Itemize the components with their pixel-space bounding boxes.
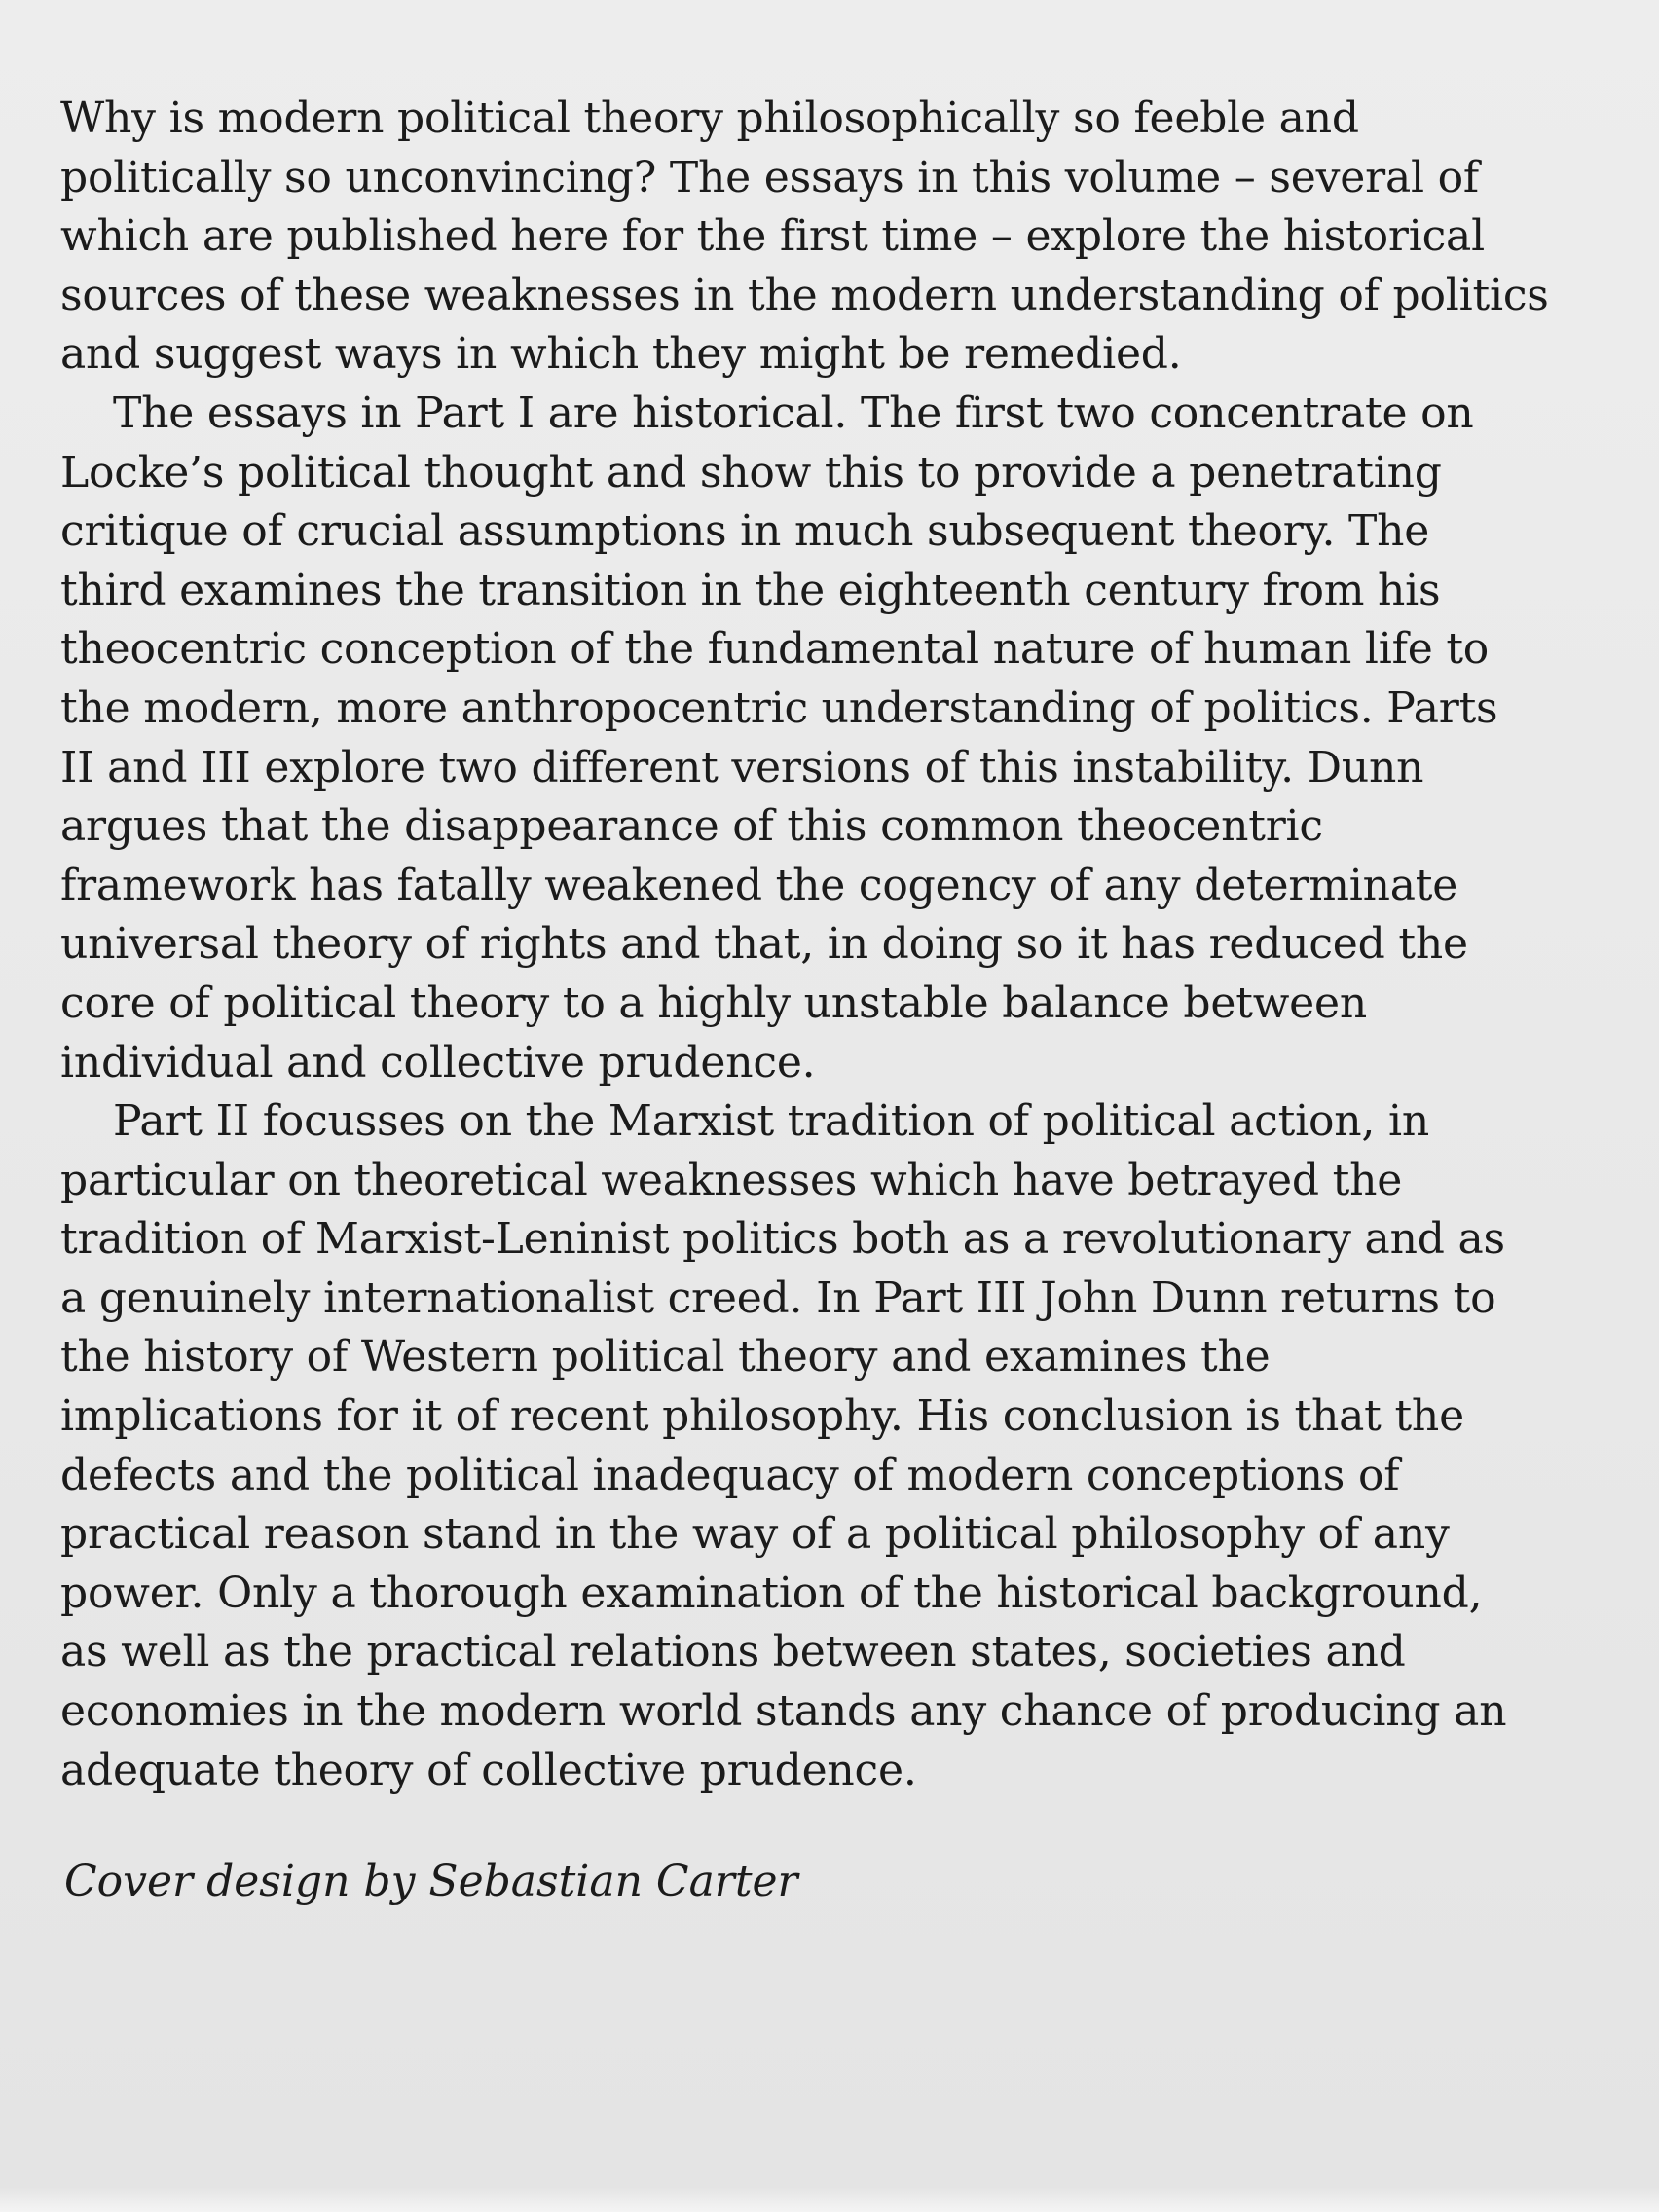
blurb-line: theocentric conception of the fundamental nature of human life to (60, 624, 1490, 675)
blurb-line: universal theory of rights and that, in doing so it has reduced the (60, 919, 1468, 970)
blurb-line: Part II focusses on the Marxist tradition of political action, in (113, 1096, 1429, 1147)
blurb-line: the modern, more anthropocentric understanding of politics. Parts (60, 682, 1498, 733)
blurb-line: as well as the practical relations between states, societies and (60, 1627, 1406, 1677)
blurb-line: particular on theoretical weaknesses which have betrayed the (60, 1155, 1403, 1205)
blurb-line: critique of crucial assumptions in much subsequent theory. The (60, 506, 1430, 557)
blurb-line: a genuinely internationalist creed. In Part III John Dunn returns to (60, 1272, 1496, 1323)
blurb-line: II and III explore two different versions of this instability. Dunn (60, 742, 1424, 793)
blurb-line: framework has fatally weakened the cogency of any determinate (60, 860, 1458, 910)
blurb-line: The essays in Part I are historical. The first two concentrate on (113, 387, 1474, 438)
blurb-text (60, 90, 1618, 1800)
blurb-line: individual and collective prudence. (60, 1037, 816, 1088)
blurb-line: tradition of Marxist-Leninist politics both as a revolutionary and as (60, 1214, 1505, 1265)
blurb-line: and suggest ways in which they might be remedied. (60, 329, 1182, 380)
blurb-line: practical reason stand in the way of a political philosophy of any (60, 1509, 1450, 1560)
blurb-line: Locke’s political thought and show this to provide a penetrating (60, 447, 1442, 498)
blurb-line: adequate theory of collective prudence. (60, 1745, 917, 1795)
blurb-line: implications for it of recent philosophy. His conclusion is that the (60, 1391, 1464, 1442)
blurb-line: third examines the transition in the eighteenth century from his (60, 565, 1441, 615)
blurb-line: core of political theory to a highly unstable balance between (60, 977, 1367, 1028)
blurb-line: argues that the disappearance of this common theocentric (60, 801, 1323, 852)
bottom-edge (0, 2187, 1659, 2212)
blurb-line: the history of Western political theory and examines the (60, 1332, 1271, 1382)
blurb-line: sources of these weaknesses in the modern understanding of politics (60, 270, 1549, 320)
blurb-line: defects and the political inadequacy of modern conceptions of (60, 1450, 1400, 1500)
blurb-line: power. Only a thorough examination of the historical background, (60, 1567, 1483, 1618)
blurb-line: Why is modern political theory philosophically so feeble and (60, 93, 1359, 143)
cover-design-credit: Cover design by Sebastian Carter (64, 1857, 798, 1906)
blurb-line: economies in the modern world stands any chance of producing an (60, 1686, 1507, 1737)
blurb-line: politically so unconvincing? The essays in this volume – several of (60, 152, 1480, 203)
blurb-line: which are published here for the first time – explore the historical (60, 211, 1485, 262)
